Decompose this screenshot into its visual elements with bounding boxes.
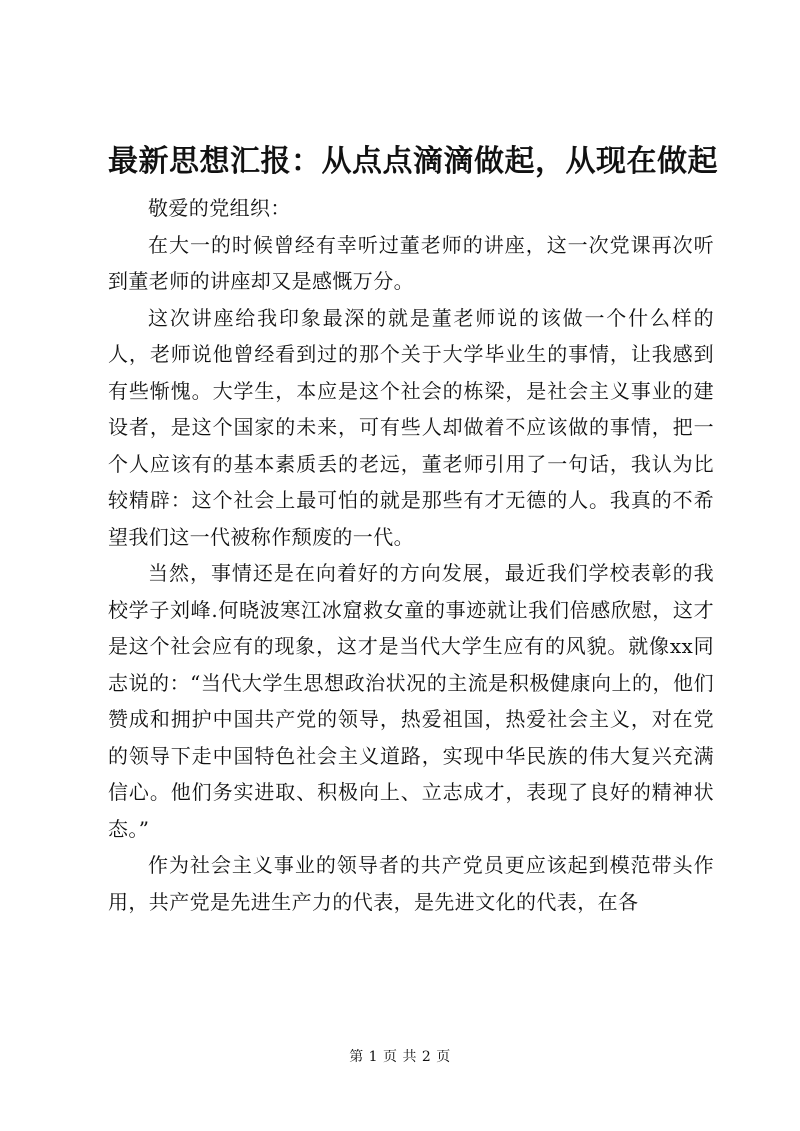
salutation: 敬爱的党组织： <box>148 196 291 220</box>
page-footer: 第 1 页 共 2 页 <box>349 1049 451 1065</box>
paragraph-2: 这次讲座给我印象最深的就是董老师说的该做一个什么样的人，老师说他曾经看到过的那个关于大学毕业生的事情，让我感到有些惭愧。大学生，本应是这个社会的栋梁，是社会主义事业的建设者，是这个国家的未来，可有些人却做着不应该做的事情，把一个人应该有的基本素质丢的老远，董老师引用了一句话，我认为比较精辟：这个社会上最可怕的就是那些有才无德的人。我真的不希望我们这一代被称作颓废的一代。 <box>108 305 714 549</box>
paragraph-1: 在大一的时候曾经有幸听过董老师的讲座，这一次党课再次听到董老师的讲座却又是感慨万分。 <box>108 232 714 293</box>
paragraph-4: 作为社会主义事业的领导者的共产党员更应该起到模范带头作用，共产党是先进生产力的代表，是先进文化的代表，在各 <box>108 853 714 914</box>
paragraph-3: 当然，事情还是在向着好的方向发展，最近我们学校表彰的我校学子刘峰.何晓波寒江冰窟救女童的事迹就让我们倍感欣慰，这才是这个社会应有的现象，这才是当代大学生应有的风貌。就像xx同志说的：“当代大学生思想政治状况的主流是积极健康向上的，他们赞成和拥护中国共产党的领导，热爱祖国，热爱社会主义，对在党的领导下走中国特色社会主义道路，实现中华民族的伟大复兴充满信心。他们务实进取、积极向上、立志成才，表现了良好的精神状态。” <box>108 561 714 841</box>
document-body <box>108 190 714 920</box>
document-title: 最新思想汇报：从点点滴滴做起，从现在做起 <box>108 144 718 179</box>
